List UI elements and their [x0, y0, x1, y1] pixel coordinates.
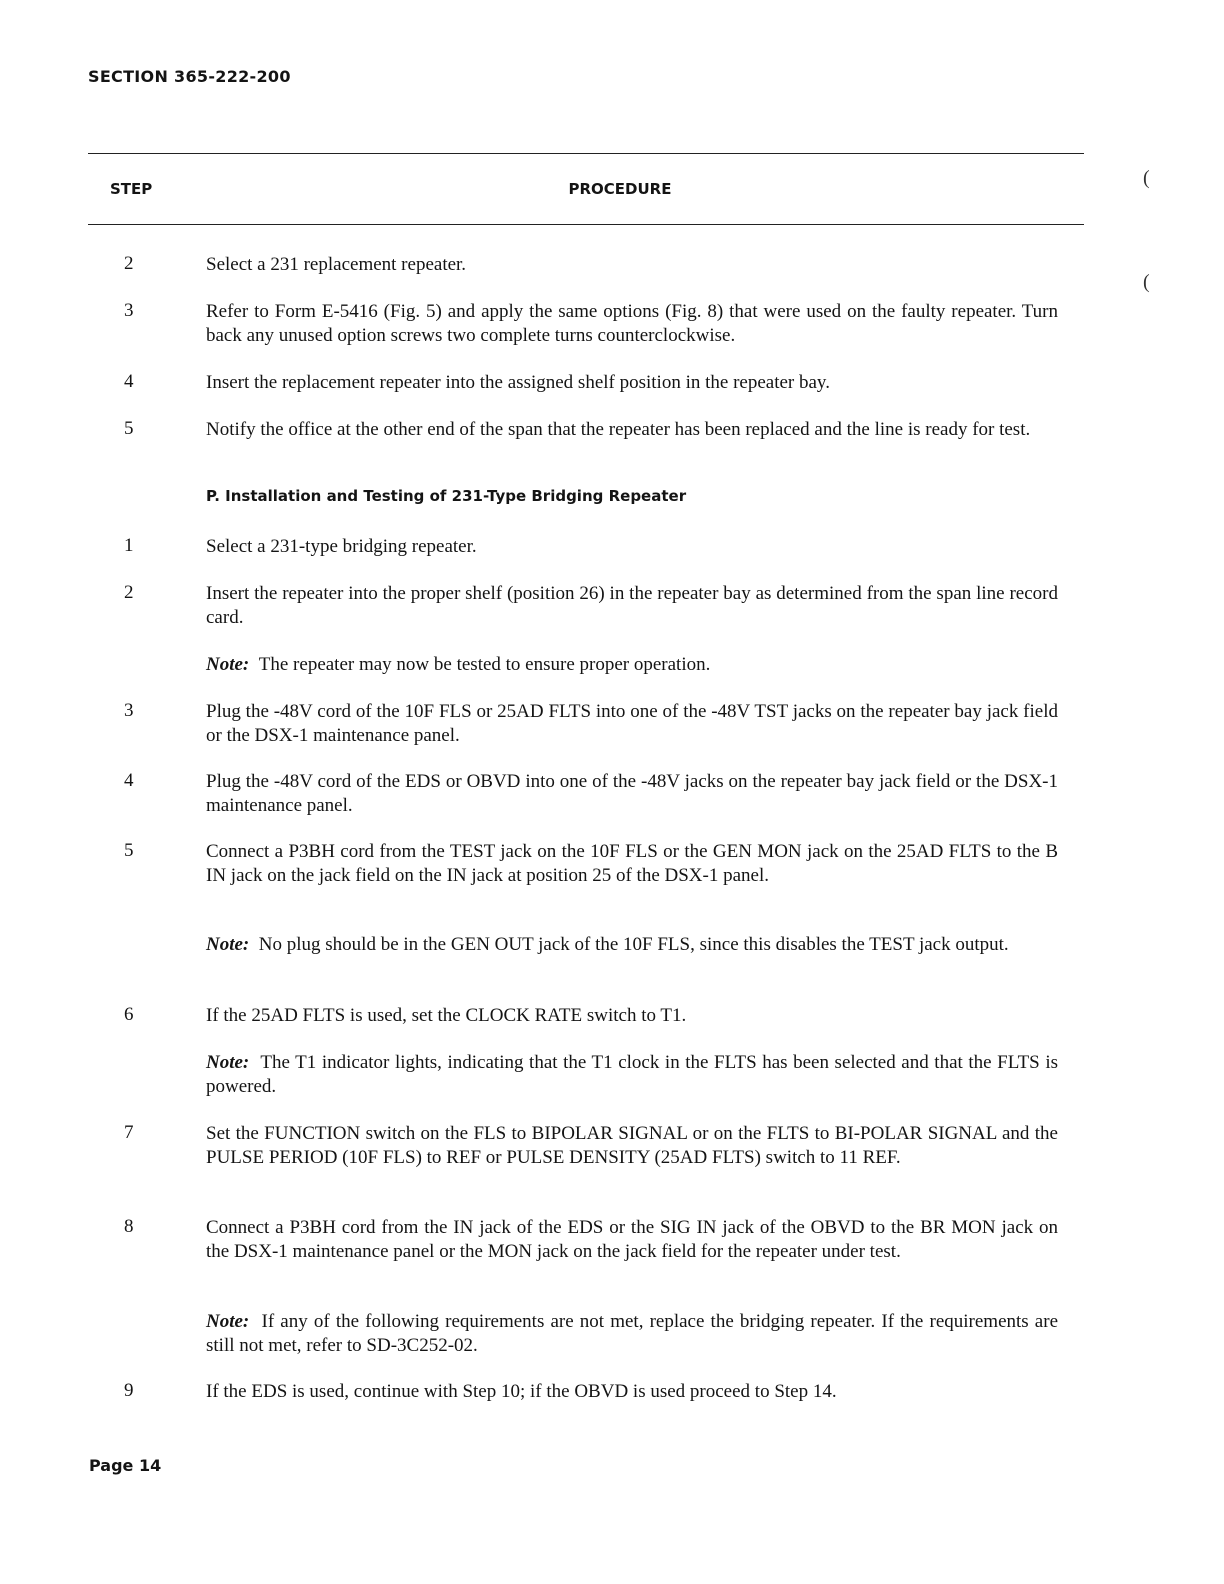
margin-mark: ( — [1143, 167, 1150, 189]
step-number: 3 — [124, 700, 134, 721]
step-text: Plug the -48V cord of the 10F FLS or 25AD FLTS into one of the -48V TST jacks on the repeater bay jack field or the DSX-1 maintenance panel. — [206, 701, 1058, 746]
step-number: 9 — [124, 1380, 134, 1401]
step-text: Connect a P3BH cord from the TEST jack on the 10F FLS or the GEN MON jack on the 25AD FLTS to the B IN jack on the jack field on the IN jack at position 25 of the DSX-1 panel. — [206, 841, 1058, 886]
note-body: If any of the following requirements are not met, replace the bridging repeater. If the requirements are still not met, refer to SD-3C252-02. — [206, 1311, 1058, 1356]
page-number: Page 14 — [89, 1456, 162, 1475]
step-number: 6 — [124, 1004, 134, 1025]
step-text: Select a 231 replacement repeater. — [206, 254, 467, 275]
step-number: 1 — [124, 535, 134, 556]
step-number: 3 — [124, 300, 134, 321]
step-column-header: STEP — [110, 180, 153, 198]
step-text: Notify the office at the other end of the span that the repeater has been replaced and the line is ready for test. — [206, 419, 1031, 440]
note-text — [206, 653, 1058, 677]
subsection-heading-text: P. Installation and Testing of 231-Type Bridging Repeater — [206, 487, 687, 505]
note-label: Note: — [206, 1311, 250, 1332]
note-label: Note: — [206, 1052, 250, 1073]
step-text: Select a 231-type bridging repeater. — [206, 536, 477, 557]
step-number: 2 — [124, 582, 134, 603]
section-header: SECTION 365-222-200 — [88, 67, 291, 86]
note-label: Note: — [206, 654, 250, 675]
step-number: 5 — [124, 840, 134, 861]
note-text — [206, 1310, 1058, 1357]
note-label: Note: — [206, 934, 250, 955]
step-number: 7 — [124, 1122, 134, 1143]
header-top-rule — [88, 153, 1084, 154]
note-body: The repeater may now be tested to ensure proper operation. — [258, 654, 711, 675]
step-text: Insert the replacement repeater into the assigned shelf position in the repeater bay. — [206, 372, 830, 393]
note-text — [206, 933, 1058, 957]
step-text: Insert the repeater into the proper shelf (position 26) in the repeater bay as determined from the span line record card. — [206, 583, 1058, 628]
step-text: Connect a P3BH cord from the IN jack of the EDS or the SIG IN jack of the OBVD to the BR MON jack on the DSX-1 maintenance panel or the MON jack on the jack field for the repeater under test. — [206, 1217, 1058, 1262]
margin-mark: ( — [1143, 271, 1150, 293]
step-text: If the EDS is used, continue with Step 10; if the OBVD is used proceed to Step 14. — [206, 1381, 837, 1402]
note-text — [206, 1051, 1058, 1098]
note-body: No plug should be in the GEN OUT jack of the 10F FLS, since this disables the TEST jack output. — [258, 934, 1009, 955]
step-text: If the 25AD FLTS is used, set the CLOCK RATE switch to T1. — [206, 1005, 687, 1026]
step-text: Plug the -48V cord of the EDS or OBVD into one of the -48V jacks on the repeater bay jack field or the DSX-1 maintenance panel. — [206, 771, 1058, 816]
step-text: Set the FUNCTION switch on the FLS to BIPOLAR SIGNAL or on the FLTS to BI-POLAR SIGNAL and the PULSE PERIOD (10F FLS) to REF or PULSE DENSITY (25AD FLTS) switch to 11 REF. — [206, 1123, 1058, 1168]
step-number: 8 — [124, 1216, 134, 1237]
procedure-column-header: PROCEDURE — [568, 180, 672, 198]
step-text: Refer to Form E-5416 (Fig. 5) and apply the same options (Fig. 8) that were used on the faulty repeater. Turn back any unused option screws two complete turns counterclockwise. — [206, 301, 1058, 346]
step-number: 4 — [124, 770, 134, 791]
note-body: The T1 indicator lights, indicating that the T1 clock in the FLTS has been selected and that the FLTS is powered. — [206, 1052, 1058, 1097]
step-number: 4 — [124, 371, 134, 392]
header-bottom-rule — [88, 224, 1084, 225]
step-number: 5 — [124, 418, 134, 439]
step-number: 2 — [124, 253, 134, 274]
